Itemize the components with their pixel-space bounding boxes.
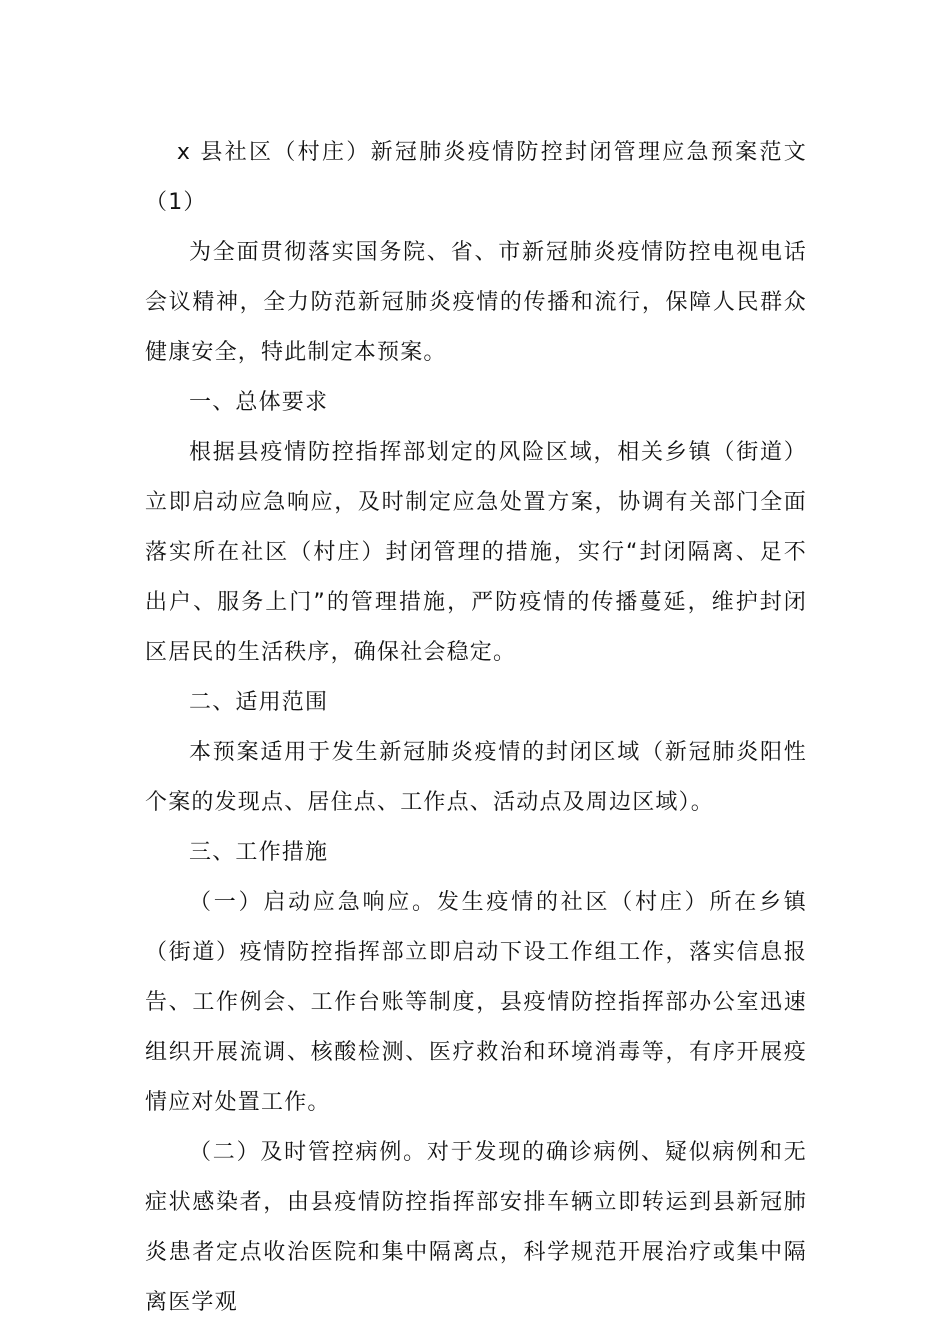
measure-paragraph-1: （一）启动应急响应。发生疫情的社区（村庄）所在乡镇（街道）疫情防控指挥部立即启动下设工作组工作，落实信息报告、工作例会、工作台账等制度，县疫情防控指挥部办公室迅速组织开展流调、核酸检测、医疗救治和环境消毒等，有序开展疫情应对处置工作。 bbox=[145, 890, 807, 1115]
section-heading-measures: 三、工作措施 bbox=[189, 840, 329, 865]
section-body-general-requirements: 根据县疫情防控指挥部划定的风险区域，相关乡镇（街道）立即启动应急响应，及时制定应急处置方案，协调有关部门全面落实所在社区（村庄）封闭管理的措施，实行“封闭隔离、足不出户、服务上门”的管理措施，严防疫情的传播蔓延，维护封闭区居民的生活秩序，确保社会稳定。 bbox=[145, 440, 807, 665]
intro-paragraph: 为全面贯彻落实国务院、省、市新冠肺炎疫情防控电视电话会议精神，全力防范新冠肺炎疫情的传播和流行，保障人民群众健康安全，特此制定本预案。 bbox=[145, 240, 807, 365]
document-title: x 县社区（村庄）新冠肺炎疫情防控封闭管理应急预案范文（1） bbox=[145, 140, 807, 215]
measure-paragraph-2: （二）及时管控病例。对于发现的确诊病例、疑似病例和无症状感染者，由县疫情防控指挥部安排车辆立即转运到县新冠肺炎患者定点收治医院和集中隔离点，科学规范开展治疗或集中隔离医学观 bbox=[145, 1140, 807, 1315]
section-heading-scope: 二、适用范围 bbox=[189, 690, 329, 715]
section-body-scope: 本预案适用于发生新冠肺炎疫情的封闭区域（新冠肺炎阳性个案的发现点、居住点、工作点、活动点及周边区域）。 bbox=[145, 740, 807, 815]
document-body bbox=[145, 128, 807, 1328]
section-heading-general-requirements: 一、总体要求 bbox=[189, 390, 329, 415]
